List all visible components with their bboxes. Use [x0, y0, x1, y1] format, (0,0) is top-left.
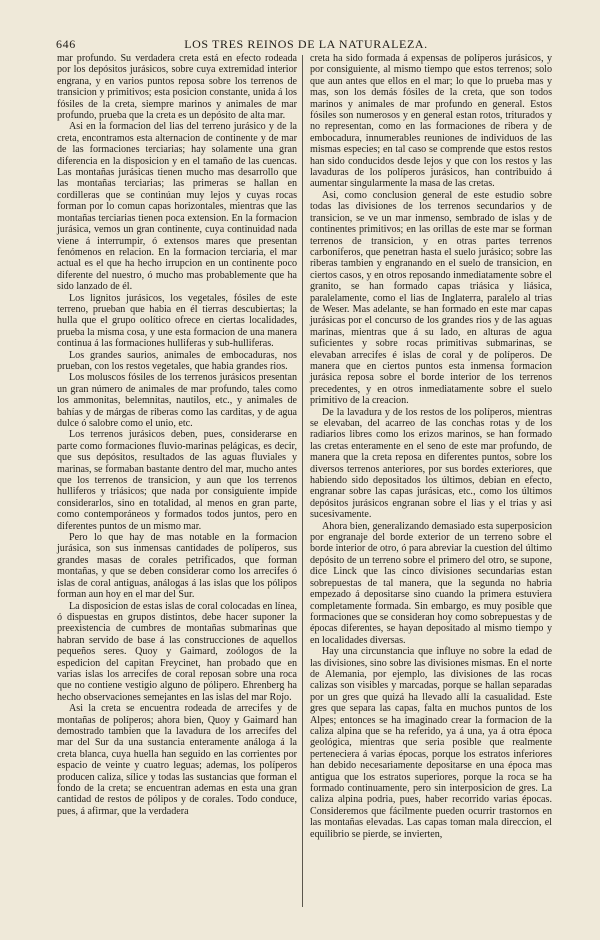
paragraph: Los terrenos jurásicos deben, pues, considerarse en parte como formaciones fluvio-marinas pelágicas, es decir, que sus depósitos, resultados de las aguas fluviales y marinas, se formaban bastante dentro del mar, mucho antes que los terrenos de transicion, y aun que los terrenos hulliferos y triásicos; que nada por consiguiente impide considerarlos, sino en totalidad, al menos en gran parte, como contemporáneos y formados todos juntos, pero en diferentes puntos de un mismo mar.: [57, 429, 297, 532]
paragraph: Asi, como conclusion general de este estudio sobre todas las divisiones de los terrenos secundarios y de transicion, se ve un mar inmenso, sembrado de islas y de continentes primitivos; en las orillas de este mar se forman terrenos de transicion, y en otras partes terrenos carboníferos, que penetran hasta el suelo jurásico; sobre las riberas tambien y engranando en el suelo de transicion, en ciertos casos, y en otros reposando inmediatamente sobre el granito, se han formado capas triásica y liásica, paralelamente, como el lias de Inglaterra, paralelo al trias de Weser. Mas adelante, se han formado en este mar capas jurásicas por el concurso de los grandes rios y de las aguas marinas, mientras que á su lado, en alturas de agua suficientes y sobre rocas primitivas submarinas, se elevaban arrecifes é islas de coral y de políperos. De manera que en ciertos puntos esta inmensa formacion jurásica reposa sobre el borde interior de los terrenos precedentes, y en otros inmediatamente sobre el suelo primitivo de la creacion.: [310, 189, 552, 407]
paragraph: mar profundo. Su verdadera creta está en efecto rodeada por los depósitos jurásicos, sobre cuya extremidad interior engrana, y en varios puntos reposa sobre los terrenos de transicion y primitivos; esta posicion constante, unida á los fósiles de la creta, siempre marinos y animales de mar profundo, prueba que la creta es un depósito de alta mar.: [57, 53, 297, 122]
paragraph: Los lignitos jurásicos, los vegetales, fósiles de este terreno, prueban que habia en él tierras descubiertas; la hulla que el grupo oolítico ofrece en ciertas localidades, prueba la misma cosa, y une esta formacion de una manera continua á las formaciones hulliferas y sub-hulliferas.: [57, 292, 297, 350]
column-divider: [302, 55, 303, 907]
paragraph: De la lavadura y de los restos de los políperos, mientras se elevaban, del acarreo de las conchas rotas y de los radiarios libres como los erizos marinos, se han formado las cretas enteramente en el seno de este mar profundo, de manera que la creta reposa en diferentes puntos, sobre los diversos terrenos anteriores, por sus bordes exteriores, que habiendo sido depositados los últimos, debian en efecto, engranar sobre las capas jurásicas, etc., como los últimos depósitos jurásicos engranan sobre el lias y el trias y asi sucesivamente.: [310, 406, 552, 521]
paragraph: Ahora bien, generalizando demasiado esta superposicion por engranaje del borde exterior de un terreno sobre el borde interior de otro, ó para abreviar la cuestion del último depósito de un terreno sobre el primero del otro, se supone, dice Linck que las cinco divisiones secundarias estan sobrepuestas de tal manera, que la segunda no habria empezado á depositarse sino cuando la primera estuviera completamente formada. Sin embargo, es muy posible que formaciones que se consideran hoy como sobrepuestas y de épocas diferentes, se hayan depositado al mismo tiempo y en localidades diversas.: [310, 520, 552, 646]
page-number: 646: [56, 37, 76, 51]
paragraph: Asi la creta se encuentra rodeada de arrecifes y de montañas de políperos; ahora bien, Quoy y Gaimard han demostrado tambien que la lavadura de los arrecifes del mar del Sur da una sustancia enteramente análoga á la creta blanca, cuya huella han seguido en las corrientes por espacio de veinte y cuatro leguas; ademas, los políperos producen caliza, sílice y todas las sustancias que forman el fondo de la creta; se encuentran ademas en esta una gran cantidad de restos de pólipos y de corales. Todo conduce, pues, á afirmar, que la verdadera: [57, 703, 297, 817]
right-column: [310, 53, 552, 840]
paragraph: Asi en la formacion del lias del terreno jurásico y de la creta, encontramos esta alternacion de continente y de mar de las formaciones terciarias; hay solamente una gran diferencia en la disposicion y en el tamaño de las cuencas. Las montañas jurásicas tienen mucho mas desarrollo que las montañas terciarias; las primeras se hallan en cordilleras que se continúan muy lejos y cuyas rocas forman por lo comun capas horizontales, mientras que las montañas terciarias tienen poca extension. En la formacion jurásica, vemos un gran continente, cuya continuidad nada viene á interrumpir, ó extensos mares que presentan fenómenos en relacion. En la formacion terciaria, el mar actual es el que ha hecho irrupcion en un continente poco diferente del nuestro, ó mucho mas probablemente que ha sido lanzado de él.: [57, 121, 297, 293]
paragraph: Los moluscos fósiles de los terrenos jurásicos presentan un gran número de animales de mar profundo, tales como los ammonitas, belemnitas, nautilos, etc., y animales de bahías y de márgas de riberas como las carditas, y de agua dulce ó salobre como el unio, etc.: [57, 372, 297, 429]
paragraph: Pero lo que hay de mas notable en la formacion jurásica, son sus inmensas cantidades de políperos, sus grandes masas de corales petrificados, que forman montañas, y que se deben considerar como los arrecifes ó islas de coral antiguas, análogas á las islas que los pólipos forman aun hoy en el mar del Sur.: [57, 532, 297, 601]
paragraph: creta ha sido formada á expensas de políperos jurásicos, y por consiguiente, al mismo tiempo que estos terrenos; solo que aun antes que ellos en el mar; lo que lo prueba mas y mas, son los demás fósiles de la creta, que son todos marinos y animales de mar profundo en general. Estos fósiles son numerosos y en general estan rotos, triturados y no representan, como en las formaciones de ribera y de embocadura, innumerables reuniones de individuos de las mismas especies; en tal caso se comprende que estos restos han sido conducidos desde lejos y que con los restos y las lavaduras de los políperos jurásicos, han contribuido á aumentar singularmente la masa de las cretas.: [310, 53, 552, 190]
page-header: [56, 37, 556, 53]
paragraph: La disposicion de estas islas de coral colocadas en línea, ó dispuestas en grupos distintos, debe hacer suponer la preexistencia de cumbres de montañas submarinas que habran servido de base á las construcciones de aquellos pequeños seres. Quoy y Gaimard, zoólogos de la espedicion del capitan Freycinet, han probado que en varias islas los arrecifes de coral reposan sobre una roca que no contiene vestigio alguno de pólipero. Ehrenberg ha hecho observaciones semejantes en las islas del mar Rojo.: [57, 600, 297, 703]
left-column: [57, 53, 297, 817]
paragraph: Los grandes saurios, animales de embocaduras, nos prueban, con los restos vegetales, que habia grandes rios.: [57, 349, 297, 372]
running-title: LOS TRES REINOS DE LA NATURALEZA.: [184, 37, 428, 51]
paragraph: Hay una circunstancia que influye no sobre la edad de las divisiones, sino sobre las divisiones mismas. En el norte de Alemania, por ejemplo, las divisiones de las rocas calizas son visibles y marcadas, porque se hallan separadas por un gres que quizá ha llevado allí la casualidad. Este gres que separa las capas, falta en muchos puntos de los Alpes; entonces se ha imaginado crear la formacion de la caliza alpina que se ha referido, ya á una, ya á otra época geológica, mientras que seria posible que realmente perteneciera á varias épocas, porque los estratos inferiores han debido necesariamente depositarse en una época mas antigua que los estratos superiores, porque la roca se ha formado continuamente, pero sin interposicion de gres. La caliza alpina podria, pues, haber recorrido varias épocas. Consideremos que fácilmente pueden ocurrir trastornos en las montañas elevadas. Las capas toman mala direccion, el equilibrio se pierde, se invierten,: [310, 646, 552, 840]
